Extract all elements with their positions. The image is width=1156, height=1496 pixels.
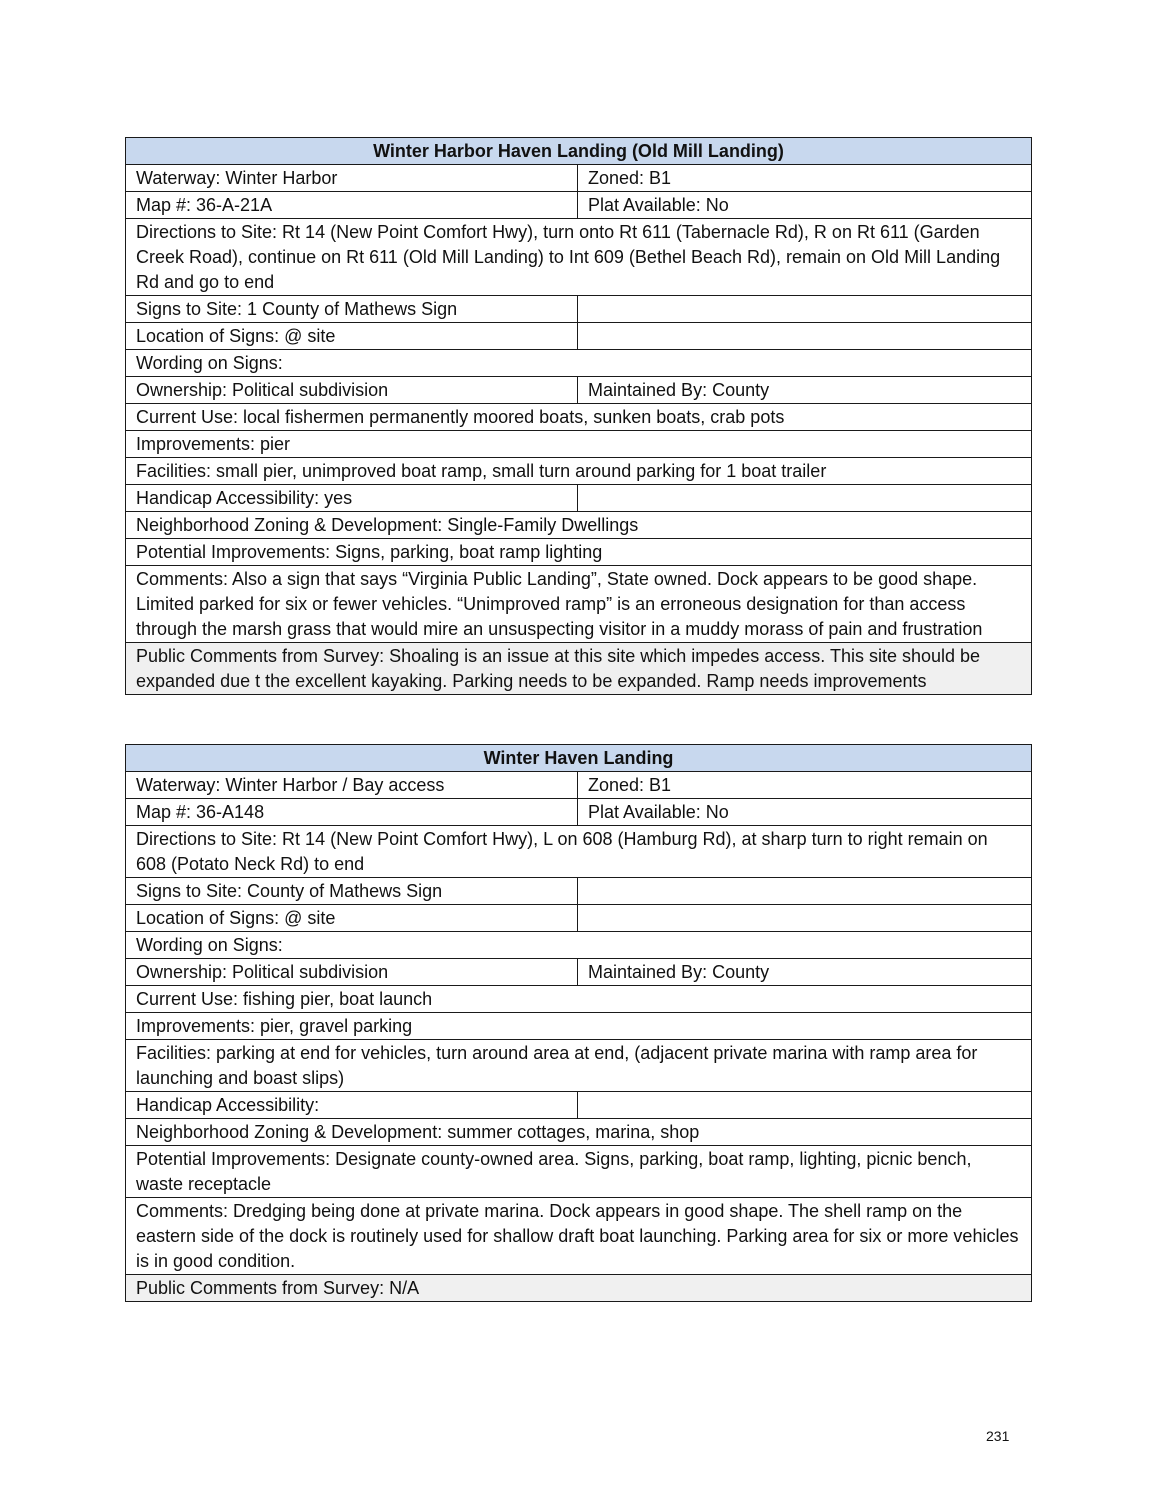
public-comments-cell: Public Comments from Survey: N/A (126, 1275, 1032, 1302)
plat-available-cell: Plat Available: No (578, 799, 1032, 826)
empty-cell (578, 905, 1032, 932)
improvements-cell: Improvements: pier, gravel parking (126, 1013, 1032, 1040)
facilities-cell: Facilities: small pier, unimproved boat ramp, small turn around parking for 1 boat trailer (126, 458, 1032, 485)
empty-cell (578, 878, 1032, 905)
ownership-cell: Ownership: Political subdivision (126, 959, 578, 986)
empty-cell (578, 323, 1032, 350)
map-number-cell: Map #: 36-A-21A (126, 192, 578, 219)
maintained-by-cell: Maintained By: County (578, 377, 1032, 404)
empty-cell (578, 296, 1032, 323)
comments-cell: Comments: Also a sign that says “Virginia Public Landing”, State owned. Dock appears to be good shape. Limited parked for six or fewer vehicles. “Unimproved ramp” is an erroneous designation for than access through the marsh grass that would mire an unsuspecting visitor in a muddy morass of pain and frustration (126, 566, 1032, 643)
zoned-cell: Zoned: B1 (578, 165, 1032, 192)
current-use-cell: Current Use: fishing pier, boat launch (126, 986, 1032, 1013)
public-comments-cell: Public Comments from Survey: Shoaling is an issue at this site which impedes access. This site should be expanded due t the excellent kayaking. Parking needs to be expanded. Ramp needs improvements (126, 643, 1032, 695)
signs-to-site-cell: Signs to Site: 1 County of Mathews Sign (126, 296, 578, 323)
potential-improvements-cell: Potential Improvements: Signs, parking, boat ramp lighting (126, 539, 1032, 566)
handicap-accessibility-cell: Handicap Accessibility: (126, 1092, 578, 1119)
map-number-cell: Map #: 36-A148 (126, 799, 578, 826)
maintained-by-cell: Maintained By: County (578, 959, 1032, 986)
empty-cell (578, 485, 1032, 512)
location-of-signs-cell: Location of Signs: @ site (126, 323, 578, 350)
table-title: Winter Harbor Haven Landing (Old Mill Landing) (126, 138, 1032, 165)
waterway-cell: Waterway: Winter Harbor (126, 165, 578, 192)
directions-cell: Directions to Site: Rt 14 (New Point Comfort Hwy), L on 608 (Hamburg Rd), at sharp turn to right remain on 608 (Potato Neck Rd) to end (126, 826, 1032, 878)
handicap-accessibility-cell: Handicap Accessibility: yes (126, 485, 578, 512)
location-of-signs-cell: Location of Signs: @ site (126, 905, 578, 932)
comments-cell: Comments: Dredging being done at private marina. Dock appears in good shape. The shell ramp on the eastern side of the dock is routinely used for shallow draft boat launching. Parking area for six or more vehicles is in good condition. (126, 1198, 1032, 1275)
signs-to-site-cell: Signs to Site: County of Mathews Sign (126, 878, 578, 905)
improvements-cell: Improvements: pier (126, 431, 1032, 458)
site-table-winter-harbor-haven-landing (125, 137, 1032, 695)
neighborhood-zoning-cell: Neighborhood Zoning & Development: Single-Family Dwellings (126, 512, 1032, 539)
directions-cell: Directions to Site: Rt 14 (New Point Comfort Hwy), turn onto Rt 611 (Tabernacle Rd), R on Rt 611 (Garden Creek Road), continue on Rt 611 (Old Mill Landing) to Int 609 (Bethel Beach Rd), remain on Old Mill Landing Rd and go to end (126, 219, 1032, 296)
potential-improvements-cell: Potential Improvements: Designate county-owned area. Signs, parking, boat ramp, lighting, picnic bench, waste receptacle (126, 1146, 1032, 1198)
current-use-cell: Current Use: local fishermen permanently moored boats, sunken boats, crab pots (126, 404, 1032, 431)
ownership-cell: Ownership: Political subdivision (126, 377, 578, 404)
wording-on-signs-cell: Wording on Signs: (126, 932, 1032, 959)
facilities-cell: Facilities: parking at end for vehicles, turn around area at end, (adjacent private marina with ramp area for launching and boast slips) (126, 1040, 1032, 1092)
empty-cell (578, 1092, 1032, 1119)
zoned-cell: Zoned: B1 (578, 772, 1032, 799)
plat-available-cell: Plat Available: No (578, 192, 1032, 219)
page-number: 231 (986, 1428, 1010, 1444)
wording-on-signs-cell: Wording on Signs: (126, 350, 1032, 377)
neighborhood-zoning-cell: Neighborhood Zoning & Development: summer cottages, marina, shop (126, 1119, 1032, 1146)
site-table-winter-haven-landing (125, 744, 1032, 1302)
waterway-cell: Waterway: Winter Harbor / Bay access (126, 772, 578, 799)
table-title: Winter Haven Landing (126, 745, 1032, 772)
